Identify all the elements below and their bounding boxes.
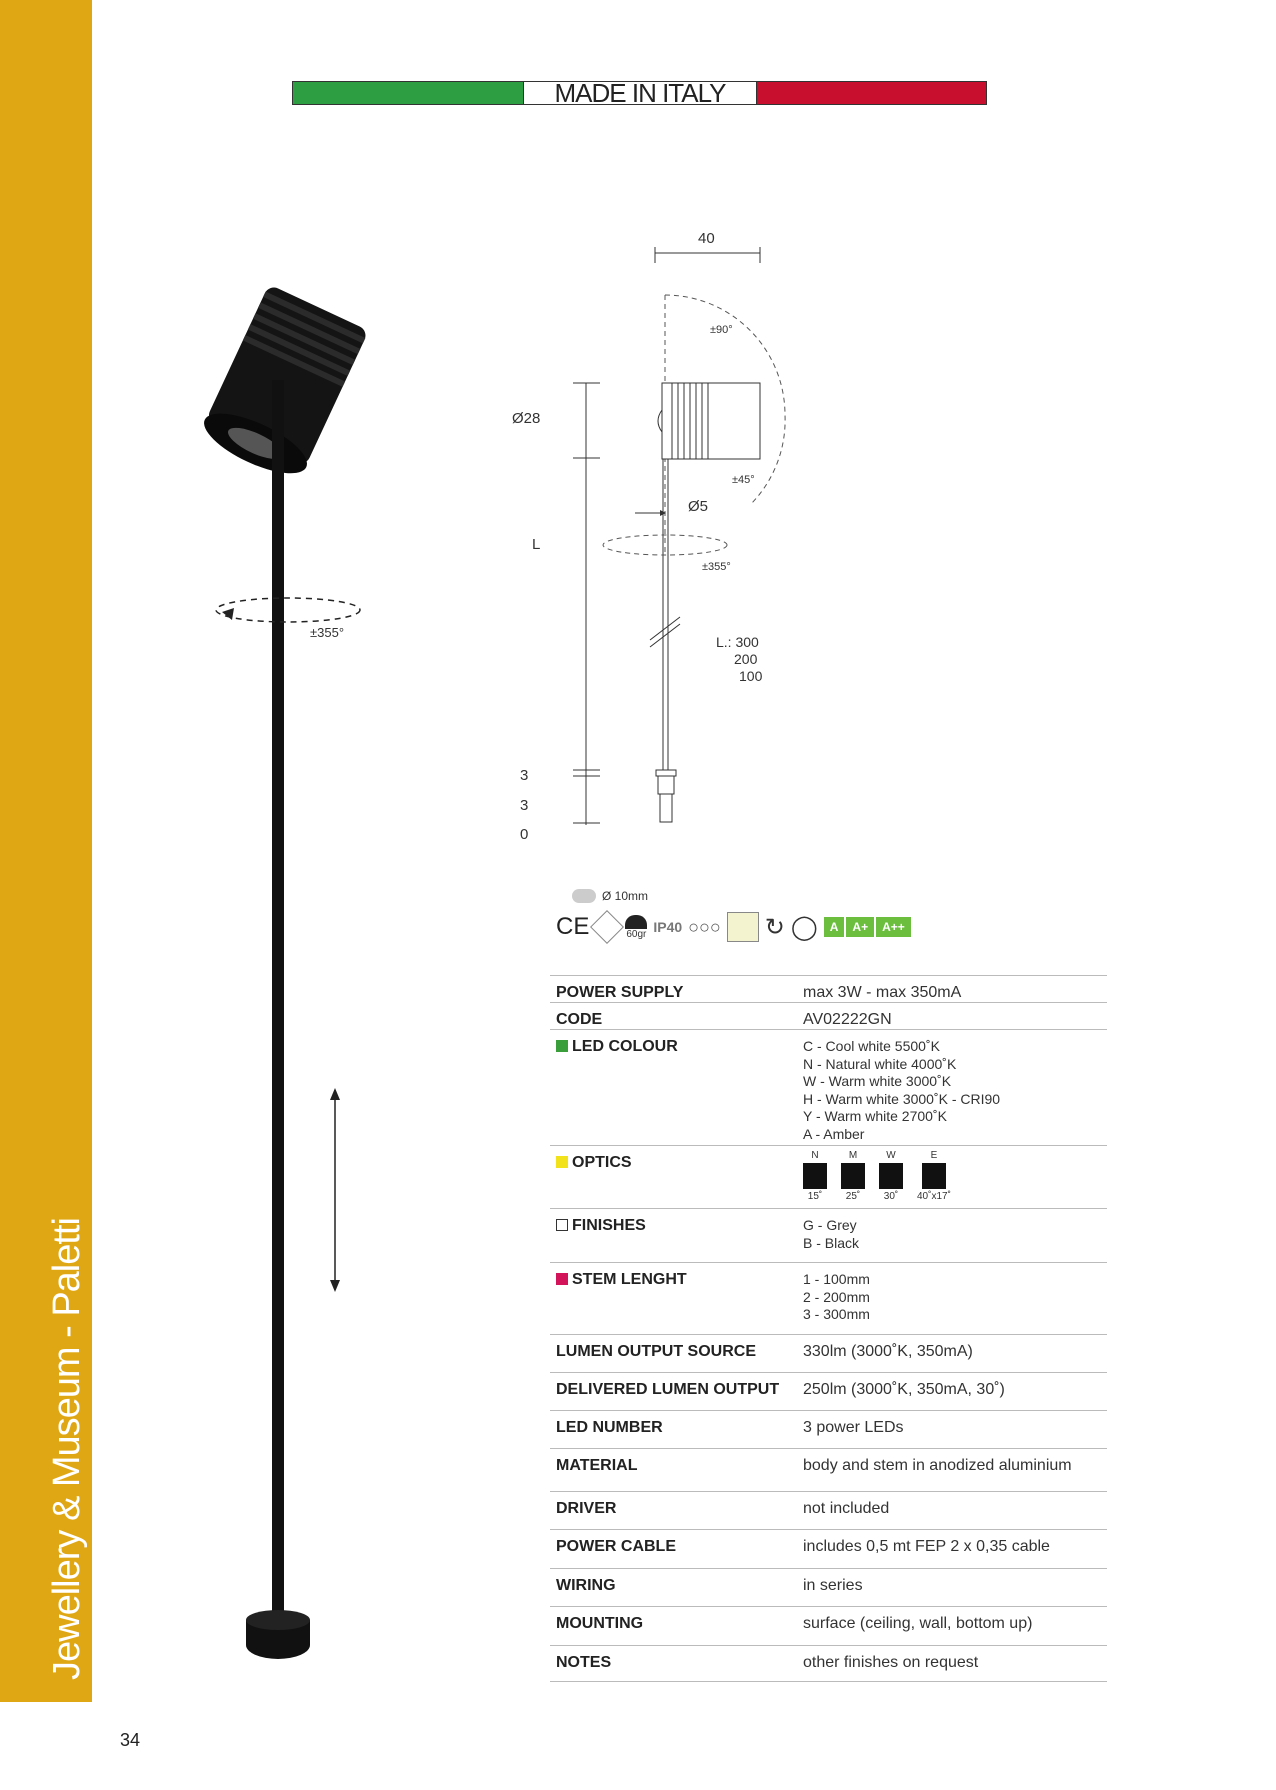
energy-label bbox=[824, 917, 911, 937]
sidebar-title: Jewellery & Museum - Paletti bbox=[46, 1218, 88, 1680]
led-colour-item: N - Natural white 4000˚K bbox=[803, 1055, 957, 1072]
lengths-3: 100 bbox=[739, 668, 763, 684]
rotation-arrow-icon bbox=[216, 598, 360, 622]
stem-swatch bbox=[556, 1273, 568, 1285]
led-colour-item: W - Warm white 3000˚K bbox=[803, 1073, 952, 1089]
spec-key: LUMEN OUTPUT SOURCE bbox=[550, 1335, 797, 1373]
stem-item: 1 - 100mm bbox=[803, 1271, 870, 1287]
spec-value: surface (ceiling, wall, bottom up) bbox=[797, 1607, 1107, 1646]
page-number: 34 bbox=[120, 1730, 141, 1750]
photo-rotation-label: ±355° bbox=[310, 625, 345, 640]
product-photo bbox=[200, 250, 480, 1680]
optic-item: N 15˚ bbox=[803, 1150, 827, 1202]
spec-value: 330lm (3000˚K, 350mA) bbox=[797, 1335, 1107, 1373]
table-row bbox=[550, 1569, 1107, 1607]
energy-a: A bbox=[824, 917, 845, 937]
spec-value: max 3W - max 350mA bbox=[797, 976, 1107, 1003]
energy-a-plus: A+ bbox=[846, 917, 874, 937]
tilt-icon: ◯ bbox=[790, 913, 818, 941]
table-row bbox=[550, 1492, 1107, 1530]
flag-green bbox=[293, 82, 523, 104]
dimmable-icon bbox=[727, 912, 759, 942]
bottom-2: 3 bbox=[520, 797, 529, 814]
weight-label: 60gr bbox=[626, 928, 647, 940]
table-row bbox=[550, 1530, 1107, 1569]
spec-key: POWER SUPPLY bbox=[550, 976, 797, 1003]
technical-drawing bbox=[500, 225, 840, 845]
optics-swatch bbox=[556, 1156, 568, 1168]
weight-icon bbox=[625, 915, 647, 940]
beam-narrow-icon bbox=[803, 1163, 827, 1189]
optics-list bbox=[803, 1150, 1101, 1202]
lamp-stem bbox=[272, 380, 284, 1620]
diameter-label: Ø28 bbox=[512, 410, 541, 427]
spec-key: MATERIAL bbox=[550, 1449, 797, 1492]
spec-value: other finishes on request bbox=[797, 1646, 1107, 1682]
energy-a-plus-plus: A++ bbox=[876, 917, 911, 937]
spec-key: WIRING bbox=[550, 1569, 797, 1607]
table-row bbox=[550, 1449, 1107, 1492]
bottom-3: 0 bbox=[520, 826, 529, 843]
table-row bbox=[550, 1003, 1107, 1030]
spec-key: OPTICS bbox=[572, 1154, 632, 1171]
beam-elliptical-icon bbox=[922, 1163, 946, 1189]
table-row bbox=[550, 1209, 1107, 1263]
table-row bbox=[550, 1146, 1107, 1209]
lengths-2: 200 bbox=[734, 651, 758, 667]
certification-icons bbox=[556, 912, 911, 942]
bottom-1: 3 bbox=[520, 767, 529, 784]
beam-wide-icon bbox=[879, 1163, 903, 1189]
spec-key: NOTES bbox=[550, 1646, 797, 1682]
length-label: L bbox=[532, 536, 541, 553]
hole-label: Ø 10mm bbox=[602, 889, 649, 903]
led-colour-item: Y - Warm white 2700˚K bbox=[803, 1108, 947, 1124]
class-iii-icon bbox=[590, 910, 624, 944]
table-row bbox=[550, 1411, 1107, 1449]
table-row bbox=[550, 1335, 1107, 1373]
table-row bbox=[550, 976, 1107, 1003]
flag-label: MADE IN ITALY bbox=[523, 82, 757, 104]
finish-item: B - Black bbox=[803, 1234, 860, 1251]
spec-value: body and stem in anodized aluminium bbox=[797, 1449, 1107, 1492]
made-in-italy-banner bbox=[292, 77, 987, 108]
spec-value: not included bbox=[797, 1492, 1107, 1530]
spec-key: POWER CABLE bbox=[550, 1530, 797, 1569]
spec-key: LED COLOUR bbox=[572, 1038, 678, 1055]
spec-value: in series bbox=[797, 1569, 1107, 1607]
led-colour-item: H - Warm white 3000˚K - CRI90 bbox=[803, 1090, 1001, 1107]
stem-item: 2 - 200mm bbox=[803, 1288, 870, 1305]
led-colour-swatch bbox=[556, 1040, 568, 1052]
tilt-label: ±90° bbox=[710, 324, 733, 336]
spec-key: LED NUMBER bbox=[550, 1411, 797, 1449]
table-row bbox=[550, 1646, 1107, 1682]
finishes-swatch bbox=[556, 1219, 568, 1231]
led-colour-item: A - Amber bbox=[803, 1125, 865, 1142]
spec-key: CODE bbox=[550, 1003, 797, 1030]
led-colour-item: C - Cool white 5500˚K bbox=[803, 1038, 940, 1054]
table-row bbox=[550, 1373, 1107, 1411]
spec-key: MOUNTING bbox=[550, 1607, 797, 1646]
hole-icon bbox=[572, 889, 596, 903]
hole-info bbox=[572, 889, 648, 903]
series-icon: ○○○ bbox=[688, 916, 721, 937]
spec-value: 3 power LEDs bbox=[797, 1411, 1107, 1449]
ip-label: IP40 bbox=[653, 919, 683, 935]
table-row bbox=[550, 1030, 1107, 1146]
optic-item: W 30˚ bbox=[879, 1150, 903, 1202]
spec-table bbox=[550, 975, 1107, 1682]
spec-key: DRIVER bbox=[550, 1492, 797, 1530]
spec-key: DELIVERED LUMEN OUTPUT bbox=[550, 1373, 797, 1411]
stem-diameter-label: Ø5 bbox=[688, 498, 709, 515]
spec-key: FINISHES bbox=[572, 1217, 646, 1234]
table-row bbox=[550, 1263, 1107, 1335]
spec-value: includes 0,5 mt FEP 2 x 0,35 cable bbox=[797, 1530, 1107, 1569]
ce-icon: CE bbox=[556, 913, 590, 940]
tilt2-label: ±45° bbox=[732, 474, 755, 486]
stem-item: 3 - 300mm bbox=[803, 1306, 870, 1322]
optic-item: M 25˚ bbox=[841, 1150, 865, 1202]
spec-key: STEM LENGHT bbox=[572, 1271, 687, 1288]
flag-red bbox=[757, 82, 986, 104]
lamp-head bbox=[200, 284, 370, 485]
finish-item: G - Grey bbox=[803, 1217, 857, 1233]
sidebar bbox=[0, 0, 92, 1702]
rotation-icon: ↻ bbox=[764, 913, 785, 941]
lengths-label: L.: 300 bbox=[716, 634, 759, 650]
table-row bbox=[550, 1607, 1107, 1646]
optic-item: E 40˚x17˚ bbox=[917, 1150, 951, 1202]
width-label: 40 bbox=[698, 230, 715, 247]
beam-medium-icon bbox=[841, 1163, 865, 1189]
spec-value: AV02222GN bbox=[797, 1003, 1107, 1030]
rotation-label: ±355° bbox=[702, 561, 731, 573]
spec-value: 250lm (3000˚K, 350mA, 30˚) bbox=[797, 1373, 1107, 1411]
